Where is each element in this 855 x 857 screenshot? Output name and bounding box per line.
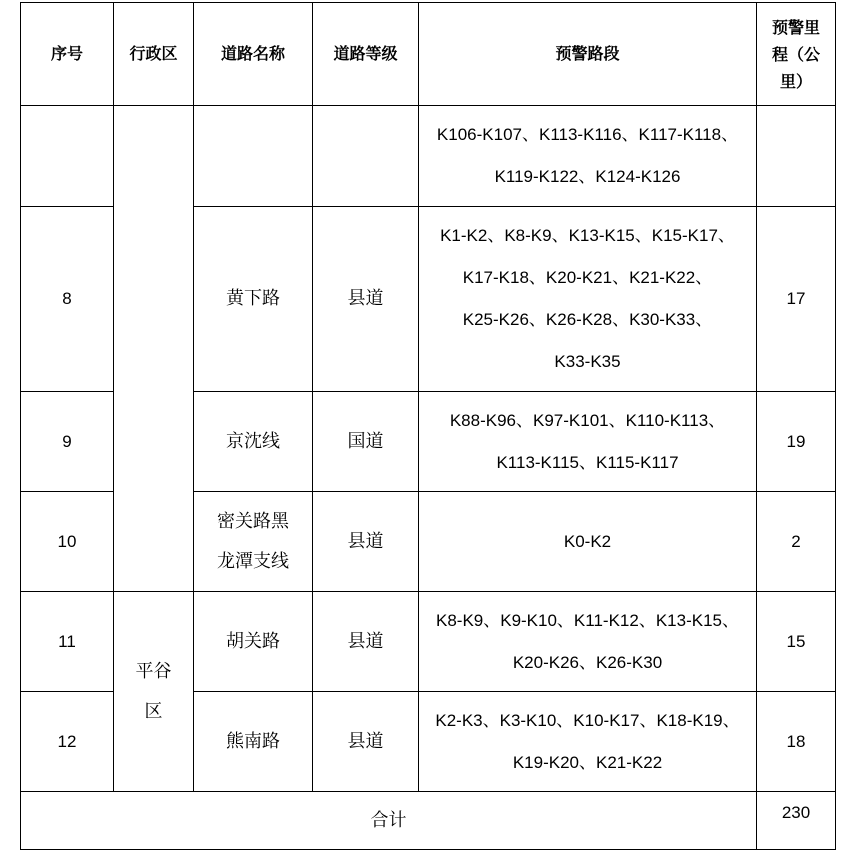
header-segments: 预警路段 (419, 3, 757, 106)
cell-seq (21, 106, 114, 207)
cell-road-name: 胡关路 (194, 592, 313, 692)
cell-segments (419, 692, 757, 792)
table-row (21, 592, 836, 692)
cell-seq: 11 (21, 592, 114, 692)
header-seq: 序号 (21, 3, 114, 106)
segment-line: K33-K35 (554, 352, 621, 371)
cell-road-grade: 国道 (313, 392, 419, 492)
cell-road-name: 黄下路 (194, 207, 313, 392)
header-district: 行政区 (114, 3, 194, 106)
cell-road-grade: 县道 (313, 692, 419, 792)
cell-road-grade: 县道 (313, 207, 419, 392)
district-line: 区 (144, 700, 163, 722)
cell-district-blank (114, 106, 194, 592)
cell-mileage: 15 (757, 592, 836, 692)
total-label: 合计 (21, 792, 757, 850)
cell-road-grade: 县道 (313, 492, 419, 592)
cell-segments (419, 492, 757, 592)
cell-seq: 12 (21, 692, 114, 792)
road-name-line: 龙潭支线 (217, 550, 289, 572)
segment-line: K17-K18、K20-K21、K21-K22、 (462, 268, 713, 287)
header-mileage-line3: 里） (779, 71, 812, 91)
cell-road-name: 熊南路 (194, 692, 313, 792)
cell-road-grade (313, 106, 419, 207)
cell-seq: 10 (21, 492, 114, 592)
cell-segments (419, 207, 757, 392)
header-road-name: 道路名称 (194, 3, 313, 106)
header-mileage (757, 3, 836, 106)
header-row (21, 3, 836, 106)
cell-segments (419, 106, 757, 207)
district-line: 平谷 (135, 660, 172, 682)
header-mileage-line2: 程（公 (771, 44, 820, 64)
total-row (21, 792, 836, 850)
table-row (21, 106, 836, 207)
segment-line: K106-K107、K113-K116、K117-K118、 (436, 125, 739, 144)
road-warning-table (20, 2, 836, 850)
segment-line: K1-K2、K8-K9、K13-K15、K15-K17、 (440, 226, 735, 245)
cell-mileage: 2 (757, 492, 836, 592)
header-road-grade: 道路等级 (313, 3, 419, 106)
cell-district-pinggu (114, 592, 194, 792)
segment-line: K19-K20、K21-K22 (512, 752, 663, 772)
road-name-line: 密关路黑 (217, 510, 289, 532)
cell-mileage (757, 106, 836, 207)
cell-road-grade: 县道 (313, 592, 419, 692)
total-value: 230 (757, 792, 836, 850)
cell-mileage: 18 (757, 692, 836, 792)
segment-line: K88-K96、K97-K101、K110-K113、 (449, 410, 726, 430)
segment-line: K119-K122、K124-K126 (494, 167, 681, 186)
cell-seq: 9 (21, 392, 114, 492)
segment-line: K2-K3、K3-K10、K10-K17、K18-K19、 (435, 710, 740, 730)
segment-line: K25-K26、K26-K28、K30-K33、 (462, 310, 713, 329)
segment-line: K0-K2 (563, 531, 612, 551)
cell-road-name (194, 106, 313, 207)
segment-line: K113-K115、K115-K117 (496, 452, 679, 472)
cell-seq: 8 (21, 207, 114, 392)
cell-road-name (194, 492, 313, 592)
segment-line: K20-K26、K26-K30 (512, 652, 663, 672)
segment-line: K8-K9、K9-K10、K11-K12、K13-K15、 (435, 610, 739, 630)
header-mileage-line1: 预警里 (771, 17, 820, 37)
cell-road-name: 京沈线 (194, 392, 313, 492)
cell-mileage: 17 (757, 207, 836, 392)
cell-segments (419, 592, 757, 692)
cell-mileage: 19 (757, 392, 836, 492)
cell-segments (419, 392, 757, 492)
